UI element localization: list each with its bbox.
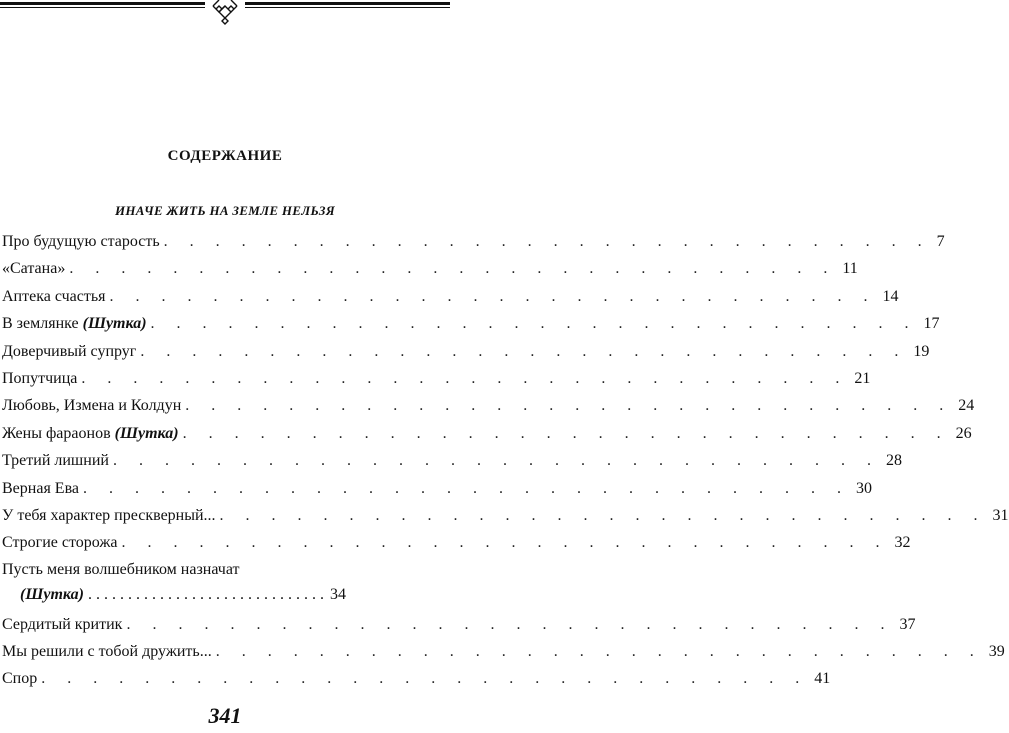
leader-dots: . . . . . . . . . . . . . . . . . . . . . . . . . . . . . . [182, 424, 950, 442]
knot-ornament-icon [205, 0, 245, 26]
toc-entry-title: В землянке (Шутка) [2, 315, 147, 333]
toc-entry-title: Любовь, Измена и Колдун [2, 397, 182, 415]
toc-entry-page: 37 [899, 615, 916, 633]
toc-entry [2, 228, 945, 255]
toc-entry-page: 28 [885, 452, 902, 470]
toc-entry-title: Жены фараонов (Шутка) [2, 424, 179, 442]
contents-heading: СОДЕРЖАНИЕ [167, 148, 283, 164]
toc-entry-title: Мы решили с тобой дружить... [2, 643, 212, 661]
toc-entry [2, 557, 444, 611]
toc-entry-title: Доверчивый супруг [2, 342, 137, 360]
toc-entry-page: 32 [894, 534, 911, 552]
toc-entry-page: 21 [854, 369, 871, 387]
toc-entry [2, 529, 911, 556]
toc-entry-title: Верная Ева [2, 479, 80, 497]
leader-dots: . . . . . . . . . . . . . . . . . . . . . . . . . . . . . . [81, 369, 849, 387]
toc-entry [2, 392, 975, 419]
leader-dots: . . . . . . . . . . . . . . . . . . . . . . . . . . . . . . [163, 233, 931, 250]
toc-entry-title: Строгие сторожа [2, 534, 118, 552]
toc-entry-continuation [2, 583, 444, 611]
toc-entry-title: У тебя характер прескверный... [2, 506, 216, 524]
leader-dots: . . . . . . . . . . . . . . . . . . . . . . . . . . . . . . [215, 643, 983, 661]
leader-dots: . . . . . . . . . . . . . . . . . . . . . . . . . . . . . . [219, 506, 987, 524]
toc-entry [2, 447, 902, 474]
toc-entry-title: Попутчица [2, 369, 78, 387]
leader-dots: . . . . . . . . . . . . . . . . . . . . . . . . . . . . . . [140, 342, 908, 360]
toc-entry [2, 283, 899, 310]
toc-entry-note: (Шутка) [114, 424, 179, 442]
toc-entry-title: Про будущую старость [2, 233, 160, 250]
toc-entry-page: 34 [329, 585, 346, 603]
leader-dots: . . . . . . . . . . . . . . . . . . . . . . . . . . . . . . [69, 260, 837, 278]
leader-dots: . . . . . . . . . . . . . . . . . . . . . . . . . . . . . . [126, 615, 894, 633]
toc-entry-page: 41 [814, 670, 831, 688]
page-number: 341 [208, 703, 242, 728]
toc-entry [2, 611, 916, 638]
toc-entry [2, 502, 1009, 529]
toc-entry-page: 39 [988, 643, 1005, 661]
toc-entry [2, 365, 871, 392]
toc-entry-page: 17 [923, 315, 940, 333]
leader-dots: . . . . . . . . . . . . . . . . . . . . . . . . . . . . . . [41, 670, 809, 688]
toc-entry [2, 310, 940, 337]
toc-entry-page: 7 [936, 233, 945, 250]
toc-entry-note: (Шутка) [82, 315, 147, 333]
leader-dots: . . . . . . . . . . . . . . . . . . . . . . . . . . . . . . [83, 479, 851, 497]
toc-entry [2, 638, 1005, 665]
leader-dots: . . . . . . . . . . . . . . . . . . . . . . . . . . . . . . [185, 397, 953, 415]
toc-entry [2, 255, 858, 282]
toc-entry [2, 338, 930, 365]
leader-dots: . . . . . . . . . . . . . . . . . . . . . . . . . . . . . . [109, 287, 877, 305]
leader-dots: . . . . . . . . . . . . . . . . . . . . . . . . . . . . . . [112, 452, 880, 470]
leader-dots: . . . . . . . . . . . . . . . . . . . . . . . . . . . . . . [87, 585, 324, 603]
toc-entry-page: 24 [958, 397, 975, 415]
leader-dots: . . . . . . . . . . . . . . . . . . . . . . . . . . . . . . [121, 534, 889, 552]
toc-entry-page: 19 [913, 342, 930, 360]
toc-entry [2, 475, 873, 502]
toc-entry-page: 26 [955, 424, 972, 442]
toc-entry-title: Аптека счастья [2, 287, 106, 305]
toc-entry-title: «Сатана» [2, 260, 66, 278]
table-of-contents [2, 228, 1009, 693]
toc-entry-title: Сердитый критик [2, 615, 123, 633]
toc-entry-title: Третий лишний [2, 452, 109, 470]
toc-entry-page: 31 [992, 506, 1009, 524]
header-rule [0, 0, 450, 26]
leader-dots: . . . . . . . . . . . . . . . . . . . . . . . . . . . . . . [150, 315, 918, 333]
toc-entry-note: (Шутка) [20, 585, 84, 603]
section-title: ИНАЧЕ ЖИТЬ НА ЗЕМЛЕ НЕЛЬЗЯ [114, 203, 336, 218]
toc-entry-title: Спор [2, 670, 38, 688]
toc-entry-page: 11 [842, 260, 858, 278]
toc-entry-page: 14 [882, 287, 899, 305]
toc-entry [2, 665, 831, 692]
toc-entry-page: 30 [856, 479, 873, 497]
toc-entry-title: Пусть меня волшебником назначат [2, 560, 240, 578]
toc-entry [2, 420, 972, 447]
